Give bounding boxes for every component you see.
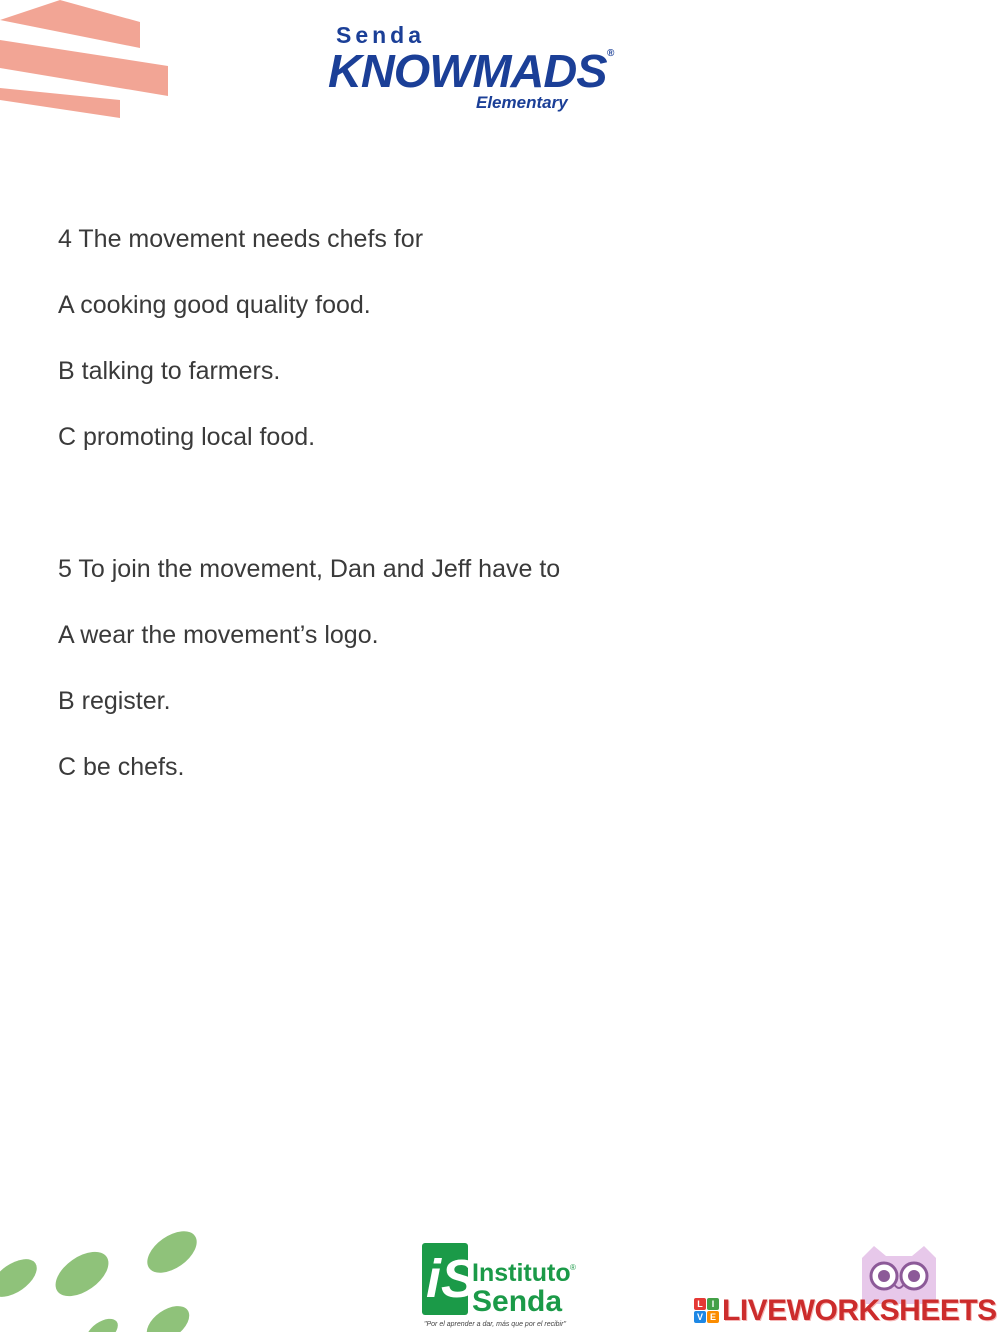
option-b[interactable]: B register. [58,687,171,715]
option-c[interactable]: C promoting local food. [58,423,316,451]
logo-level-text: Elementary [476,93,568,112]
live-letter-v: V [694,1311,706,1323]
instituto-name-line2: Senda [472,1285,563,1318]
instituto-mark-icon: iS [422,1243,468,1315]
instituto-senda-logo [422,1243,582,1332]
question-stem: 4 The movement needs chefs for [58,225,424,253]
liveworksheets-logo [694,1244,1000,1332]
option-a[interactable]: A cooking good quality food. [58,291,371,319]
option-b[interactable]: B talking to farmers. [58,357,281,385]
logo-knowmads-text: KNOWMADS [328,45,607,97]
decorative-stripes [0,0,180,130]
logo-senda-text: Senda [336,22,426,48]
live-letter-l: L [694,1298,706,1310]
logo-registered-mark: ® [607,48,615,59]
live-badge [694,1298,720,1326]
liveworksheets-text: LIVEWORKSHEETS [722,1294,997,1327]
option-c[interactable]: C be chefs. [58,753,185,781]
instituto-registered-mark: ® [570,1263,576,1272]
question-stem: 5 To join the movement, Dan and Jeff have to [58,555,561,583]
live-letter-e: E [707,1311,719,1323]
question-5 [58,556,560,820]
question-4 [58,226,423,490]
instituto-name-line1: Instituto [472,1259,571,1287]
decorative-leaves [0,1220,220,1332]
instituto-tagline: "Por el aprender a dar, más que por el recibir" [424,1321,566,1328]
option-a[interactable]: A wear the movement’s logo. [58,621,379,649]
knowmads-logo [328,20,628,120]
live-letter-i: I [707,1298,719,1310]
